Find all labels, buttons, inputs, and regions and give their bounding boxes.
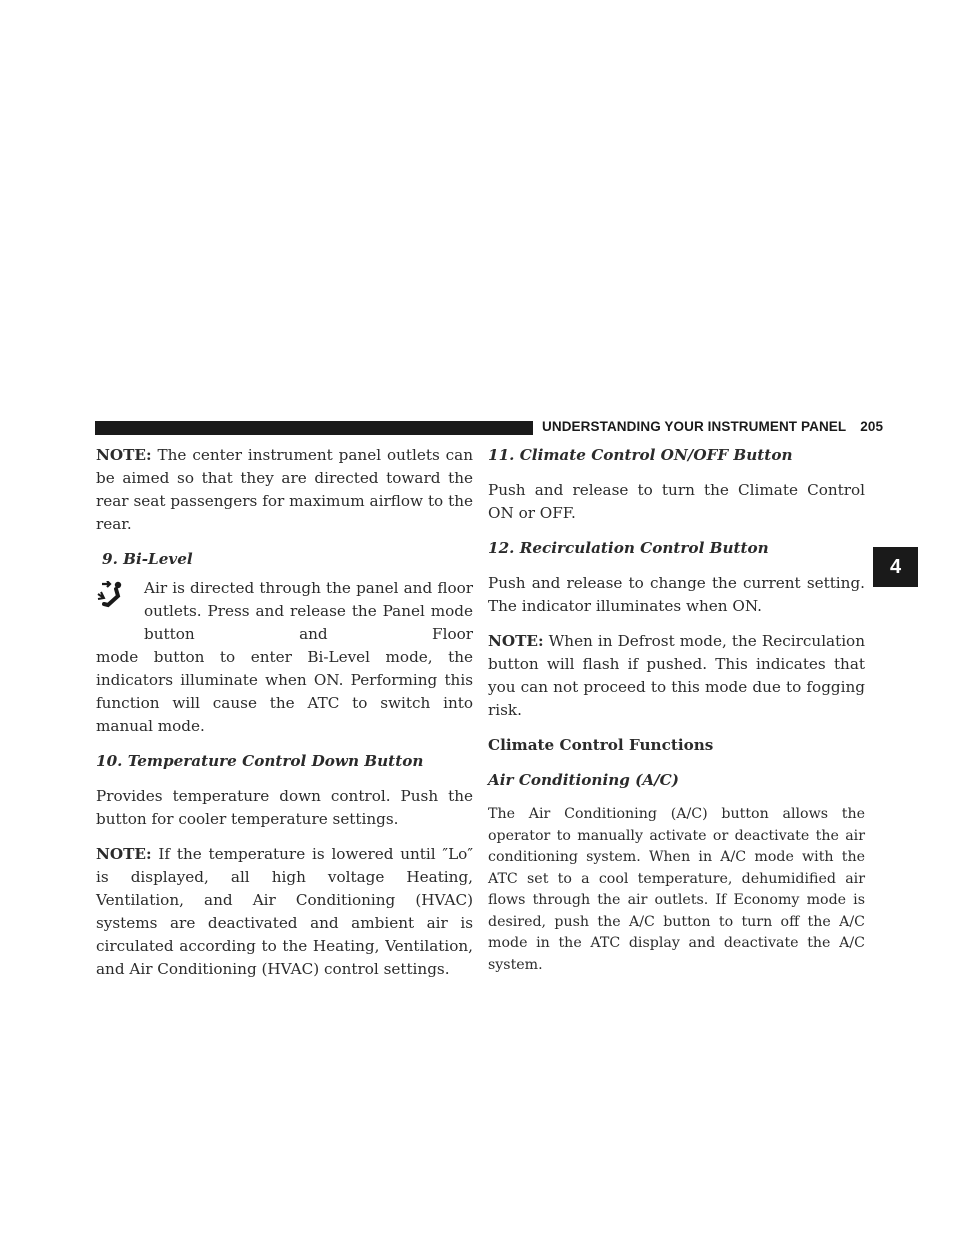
running-header xyxy=(542,419,884,434)
right-column xyxy=(488,444,865,976)
note-label: NOTE: xyxy=(488,632,544,650)
ac-description: The Air Conditioning (A/C) button allows the operator to manually activate or deactivate the air conditioning system. When in A/C mode with the ATC set to a cool temperature, dehumidified air flows through the air outlets. If Economy mode is desired, push the A/C button to turn off the A/C mode in the ATC display and deactivate the A/C system. xyxy=(488,806,865,973)
note-temperature-lo: NOTE: If the temperature is lowered until ″Lo″ is displayed, all high voltage Heating, Ventilation, and Air Conditioning (HVAC) systems are deactivated and ambient air is circulated according to the Heating, Ventilation, and Air Conditioning (HVAC) control settings. xyxy=(96,845,473,978)
item-12-heading: 12. Recirculation Control Button xyxy=(488,539,769,557)
header-rule xyxy=(95,421,533,435)
note-panel-outlets: NOTE: The center instrument panel outlets can be aimed so that they are directed toward the rear seat passengers for maximum airflow to the rear. xyxy=(96,446,473,533)
note-defrost-recirculation: NOTE: When in Defrost mode, the Recirculation button will flash if pushed. This indicates that you can not proceed to this mode due to fogging risk. xyxy=(488,632,865,719)
section-title: UNDERSTANDING YOUR INSTRUMENT PANEL xyxy=(542,419,847,434)
item-10-heading: 10. Temperature Control Down Button xyxy=(96,752,424,770)
section-heading: Climate Control Functions xyxy=(488,736,714,754)
item-11-text: Push and release to turn the Climate Control ON or OFF. xyxy=(488,481,865,522)
item-12-text: Push and release to change the current setting. The indicator illuminates when ON. xyxy=(488,574,865,615)
item-11-heading: 11. Climate Control ON/OFF Button xyxy=(488,446,793,464)
item-10-text: Provides temperature down control. Push the button for cooler temperature settings. xyxy=(96,787,473,828)
left-column: NOTE: The center instrument panel outlets can be aimed so that they are directed toward the rear seat passengers for maximum airflow to the rear. 9. Bi-Level Air is directed through the panel and floor outlets. Press and release the Panel mode button and Floor mode button to enter Bi-Level mode, the indicators illuminate when ON. Performing this function will cause the ATC to switch into manual mode. 10. Temperature Control Down Button Provides temperature down control. Push the button for cooler temperature settings. NOTE: If the temperature is lowered until ″Lo″ is displayed, all high voltage Heating, Ventilation, and Air Conditioning (HVAC) systems are deactivated and ambient air is circulated according to the Heating, Ventilation, and Air Conditioning (HVAC) control settings. xyxy=(96,444,473,981)
bi-level-description: Air is directed through the panel and floor outlets. Press and release the Panel mode button and Floor xyxy=(96,577,473,646)
note-label: NOTE: xyxy=(96,446,152,464)
item-9-heading: 9. Bi-Level xyxy=(102,550,193,568)
subsection-heading: Air Conditioning (A/C) xyxy=(488,771,679,789)
bi-level-mode-icon xyxy=(96,581,126,609)
page-number: 205 xyxy=(860,419,884,434)
note-label: NOTE: xyxy=(96,845,152,863)
chapter-tab[interactable]: 4 xyxy=(873,547,918,587)
